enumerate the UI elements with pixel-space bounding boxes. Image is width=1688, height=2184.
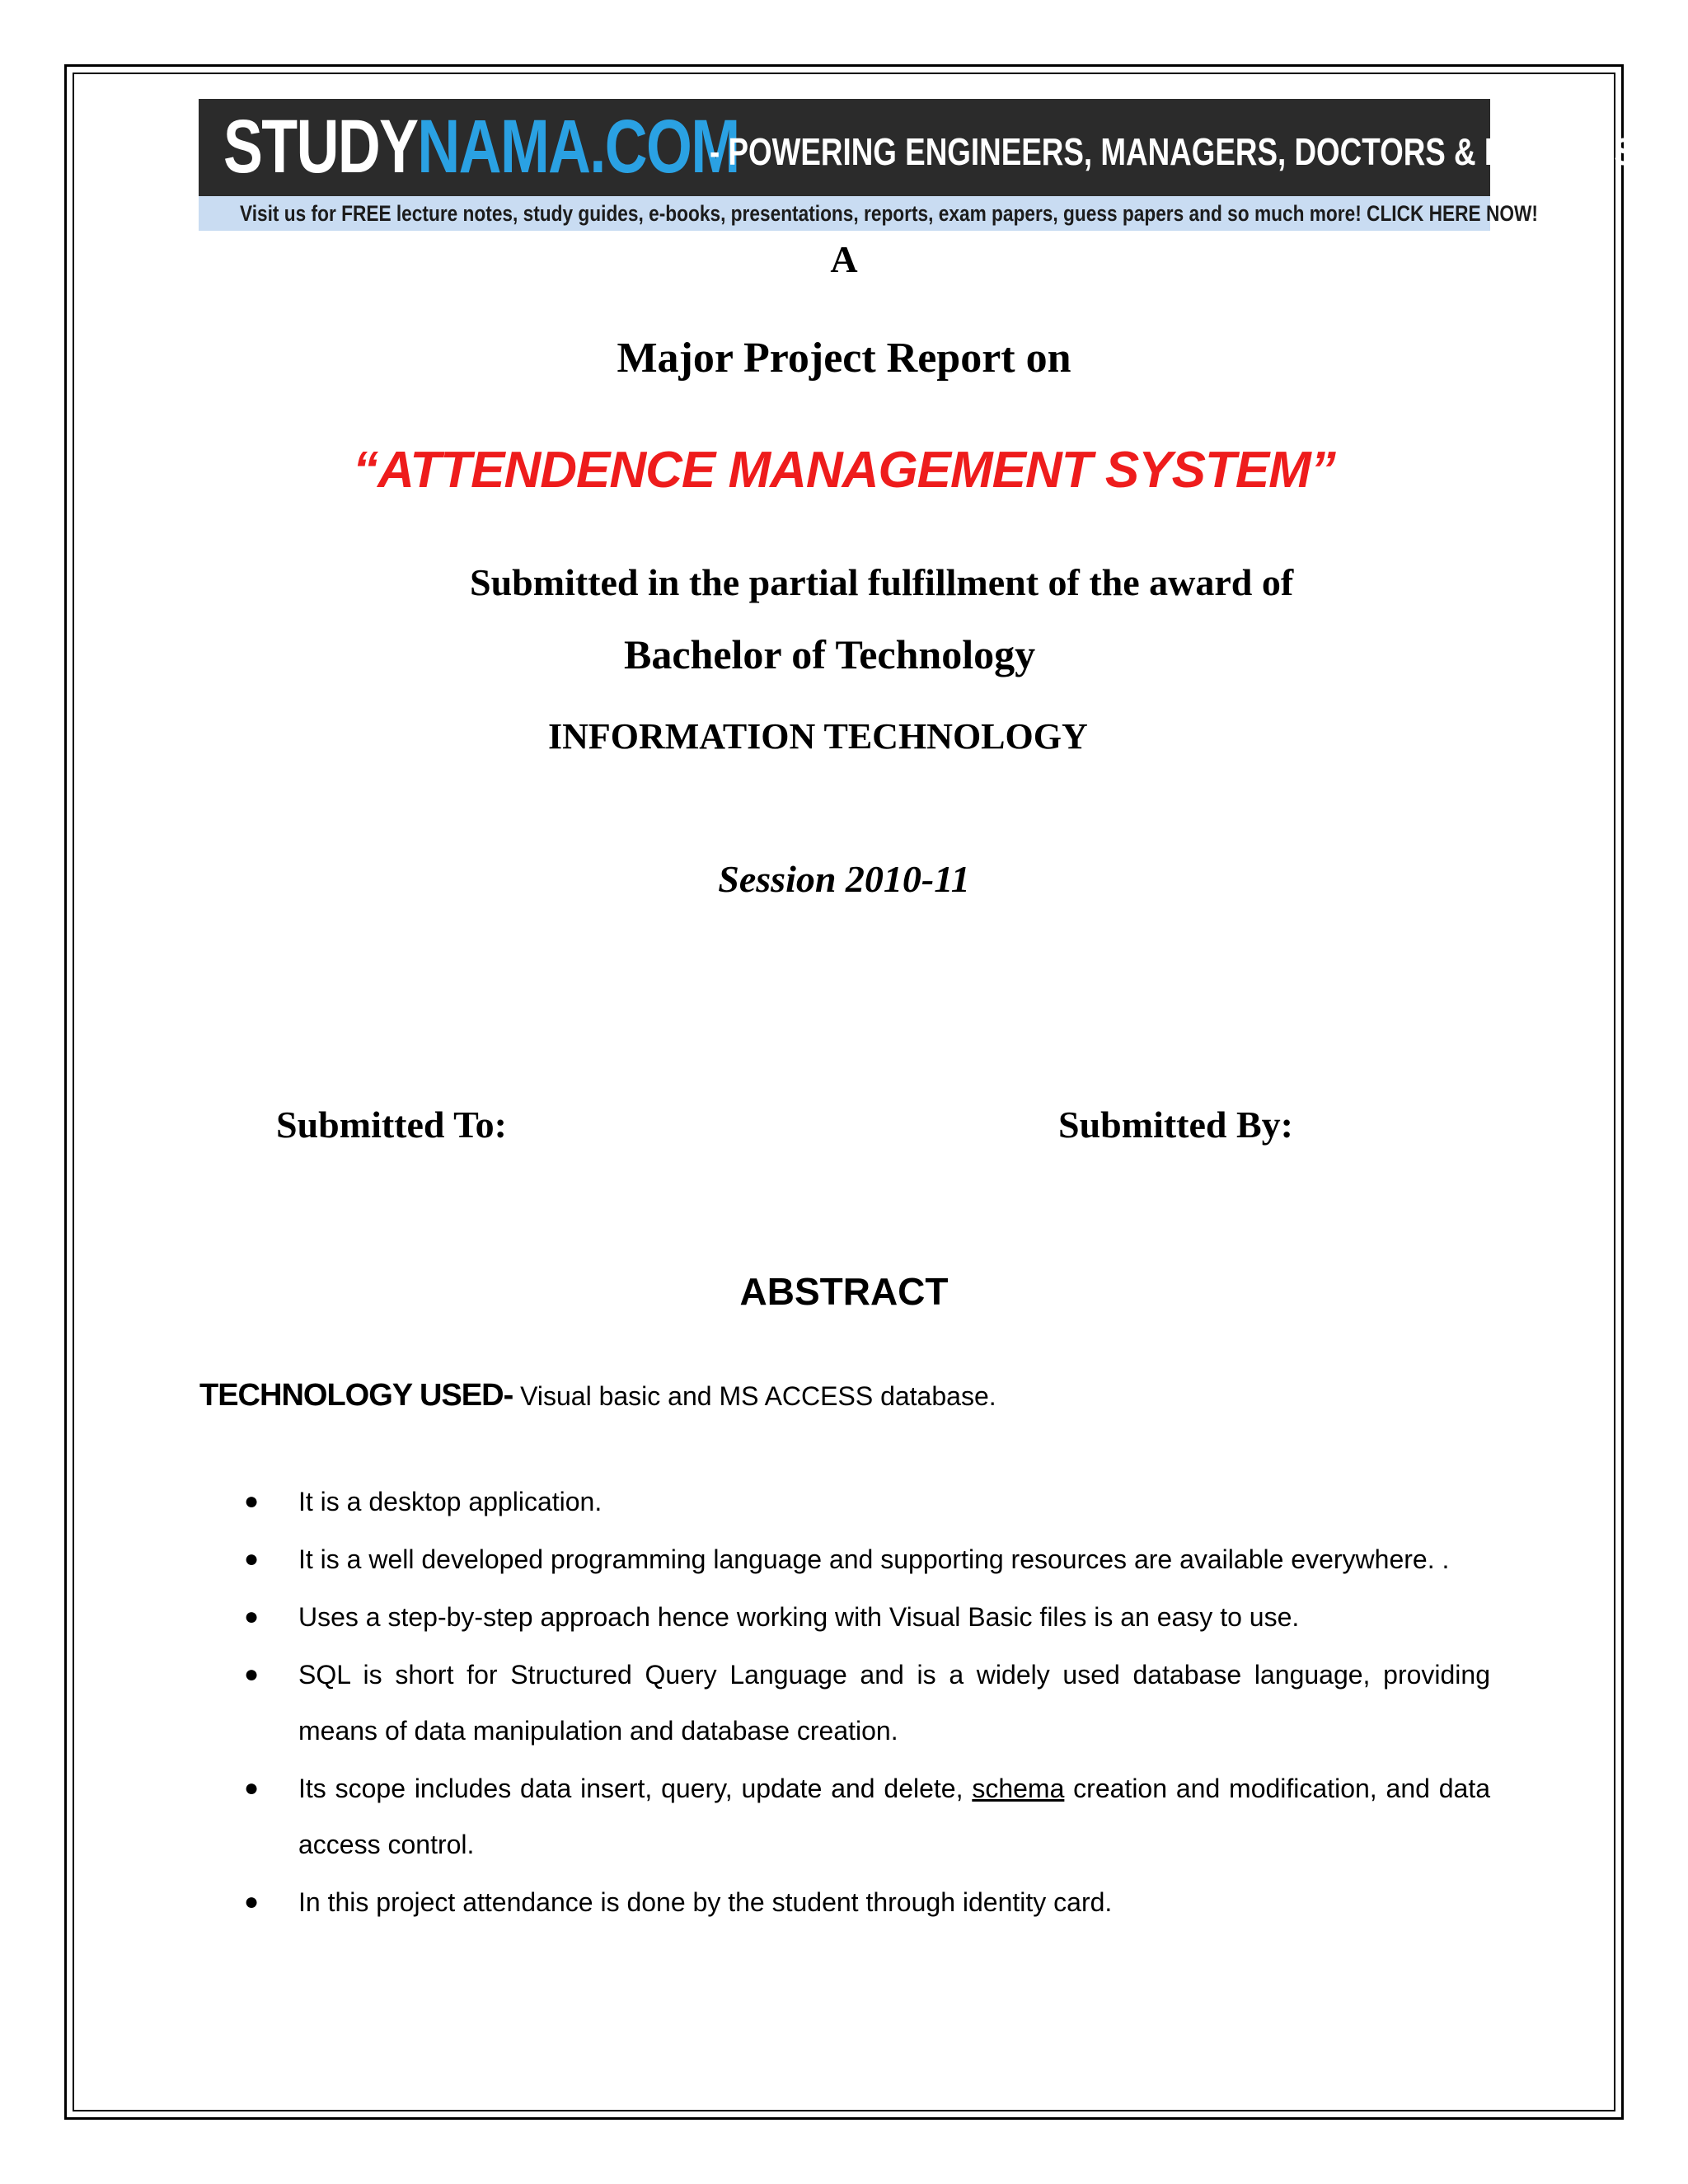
- banner-cta-link[interactable]: CLICK HERE NOW!: [1367, 201, 1538, 226]
- project-title: “ATTENDENCE MANAGEMENT SYSTEM”: [353, 442, 1335, 499]
- submitted-to-label: Submitted To:: [276, 1104, 507, 1146]
- tech-text: Visual basic and MS ACCESS database.: [513, 1381, 996, 1411]
- banner-tagline: - POWERING ENGINEERS, MANAGERS, DOCTORS & LAWYERS.: [710, 130, 1643, 173]
- banner-logo: [223, 105, 739, 188]
- bullet-icon: ●: [244, 1603, 260, 1630]
- degree-name: Bachelor of Technology: [624, 631, 1036, 677]
- list-item: [199, 1474, 1490, 1530]
- tech-label: TECHNOLOGY USED-: [199, 1378, 513, 1413]
- bullet-icon: ●: [244, 1488, 260, 1515]
- branch-name: INFORMATION TECHNOLOGY: [548, 716, 1088, 757]
- list-item: [199, 1760, 1490, 1872]
- bullet-text: Its scope includes data insert, query, update and delete,: [298, 1774, 973, 1803]
- list-item: [199, 1874, 1490, 1930]
- bullet-icon: ●: [244, 1661, 260, 1688]
- bullet-icon: ●: [244, 1888, 260, 1915]
- bullet-text: SQL is short for Structured Query Language and is a widely used database language, providing means of data manipulation and database creation.: [298, 1660, 1490, 1746]
- banner-subline-text: Visit us for FREE lecture notes, study guides, e-books, presentations, reports, exam papers, guess papers and so much more!: [240, 201, 1362, 226]
- cover-a: A: [830, 238, 858, 280]
- bullet-text: It is a desktop application.: [298, 1487, 603, 1516]
- technology-used: [199, 1378, 996, 1413]
- logo-part1: STUDY: [223, 105, 418, 189]
- bullet-text: It is a well developed programming language and supporting resources are available everywhere. .: [298, 1544, 1450, 1574]
- bullet-text: Uses a step-by-step approach hence working with Visual Basic files is an easy to use.: [298, 1602, 1300, 1632]
- submitted-line: Submitted in the partial fulfillment of the award of: [470, 561, 1294, 603]
- logo-part2: NAMA.COM: [417, 105, 739, 189]
- abstract-heading: ABSTRACT: [739, 1270, 949, 1313]
- bullet-icon: ●: [244, 1545, 260, 1572]
- bullet-text-tail: creation and modification, and data access control.: [298, 1774, 1491, 1859]
- banner-subline: [240, 199, 1538, 227]
- submitted-by-label: Submitted By:: [1058, 1104, 1293, 1146]
- list-item: [199, 1647, 1490, 1759]
- list-item: [199, 1531, 1490, 1587]
- studynama-banner[interactable]: [199, 99, 1643, 231]
- list-item: [199, 1589, 1490, 1645]
- bullet-text: In this project attendance is done by the student through identity card.: [298, 1887, 1113, 1917]
- schema-link[interactable]: schema: [972, 1774, 1065, 1803]
- bullet-icon: ●: [244, 1774, 260, 1802]
- abstract-bullet-list: [199, 1474, 1490, 1932]
- cover-heading: Major Project Report on: [617, 335, 1071, 382]
- session-label: Session 2010-11: [718, 858, 970, 900]
